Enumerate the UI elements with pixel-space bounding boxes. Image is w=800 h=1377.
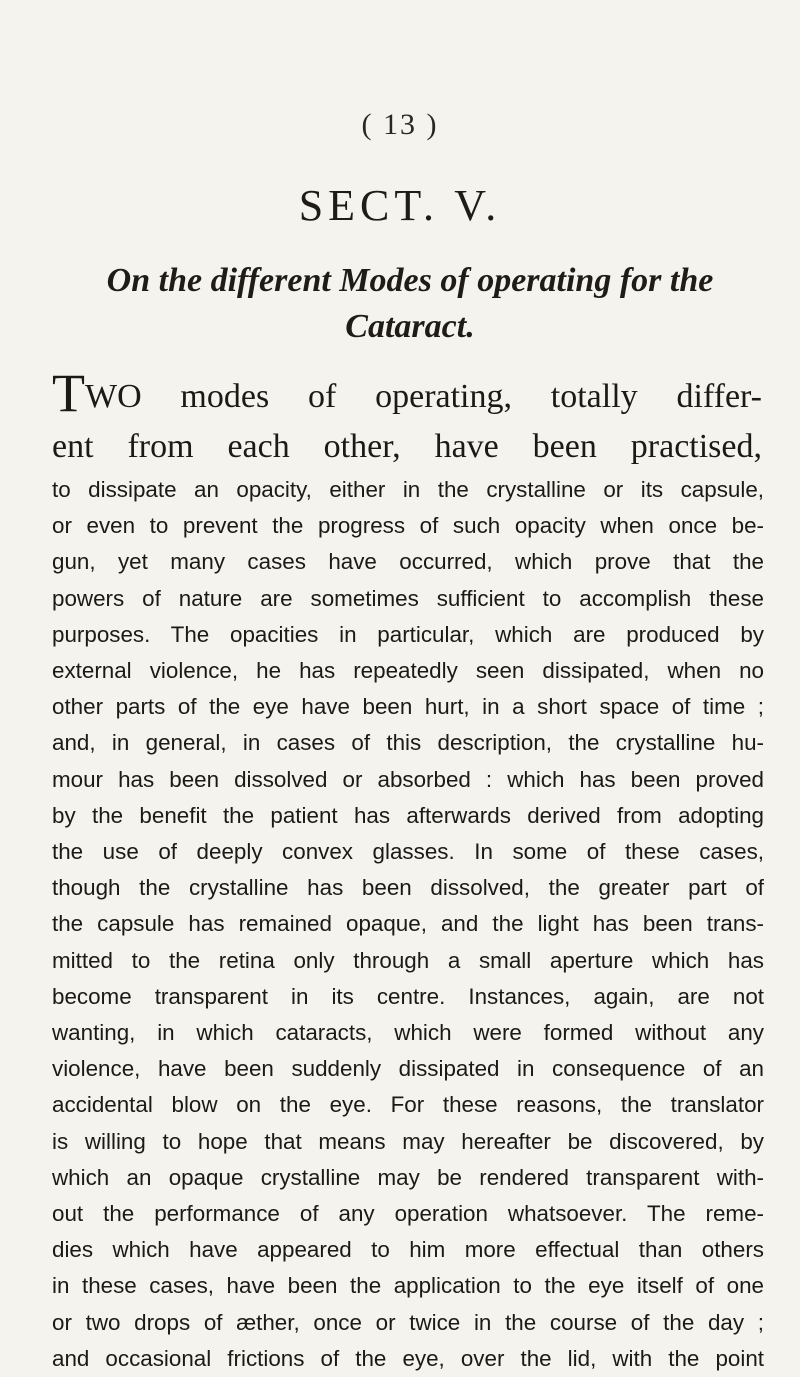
body-line: powers of nature are sometimes sufficient to accomplish these	[52, 585, 764, 611]
body-line: is willing to hope that means may hereafter be discovered, by	[52, 1128, 764, 1154]
body-line: to dissipate an opacity, either in the crystalline or its capsule,	[52, 477, 764, 502]
body-line: mitted to the retina only through a small aperture which has	[52, 947, 764, 973]
lead-line-2: ent from each other, have been practised,	[52, 428, 762, 465]
lead-line-1-text: WO modes of operating, totally differ-	[85, 378, 762, 415]
lead-paragraph	[52, 363, 762, 472]
body-line: purposes. The opacities in particular, which are produced by	[52, 621, 764, 647]
section-heading: SECT. V.	[298, 181, 502, 230]
body-line: dies which have appeared to him more effectual than others	[52, 1237, 764, 1263]
drop-cap: T	[52, 363, 85, 423]
lead-line-1	[52, 363, 762, 423]
body-line: and occasional frictions of the eye, over the lid, with the point	[52, 1345, 764, 1371]
body-paragraph	[52, 472, 764, 1377]
body-line: the capsule has remained opaque, and the light has been trans-	[52, 911, 764, 937]
body-line: and, in general, in cases of this description, the crystalline hu-	[52, 730, 764, 756]
body-line: by the benefit the patient has afterwards derived from adopting	[52, 802, 764, 828]
body-line: external violence, he has repeatedly seen dissipated, when no	[52, 658, 764, 684]
body-line: become transparent in its centre. Instances, again, are not	[52, 983, 764, 1009]
body-line: or even to prevent the progress of such opacity when once be-	[52, 513, 764, 539]
page-number: ( 13 )	[361, 108, 439, 141]
body-line: the use of deeply convex glasses. In some of these cases,	[52, 839, 764, 865]
body-line: mour has been dissolved or absorbed : which has been proved	[52, 766, 764, 792]
body-line: in these cases, have been the application to the eye itself of one	[52, 1273, 764, 1299]
body-line: accidental blow on the eye. For these reasons, the translator	[52, 1092, 764, 1118]
section-title-line-1: On the different Modes of operating for the	[106, 262, 714, 299]
body-line: though the crystalline has been dissolved, the greater part of	[52, 875, 764, 901]
body-line: which an opaque crystalline may be rendered transparent with-	[52, 1164, 764, 1190]
body-line: or two drops of æther, once or twice in the course of the day ;	[52, 1309, 764, 1335]
body-line: wanting, in which cataracts, which were formed without any	[52, 1020, 764, 1046]
section-title	[80, 258, 740, 350]
body-line: violence, have been suddenly dissipated in consequence of an	[52, 1056, 764, 1082]
body-line: out the performance of any operation whatsoever. The reme-	[52, 1201, 764, 1227]
body-line: gun, yet many cases have occurred, which prove that the	[52, 549, 764, 575]
body-line: other parts of the eye have been hurt, in a short space of time ;	[52, 694, 764, 720]
section-title-line-2: Cataract.	[345, 308, 475, 345]
